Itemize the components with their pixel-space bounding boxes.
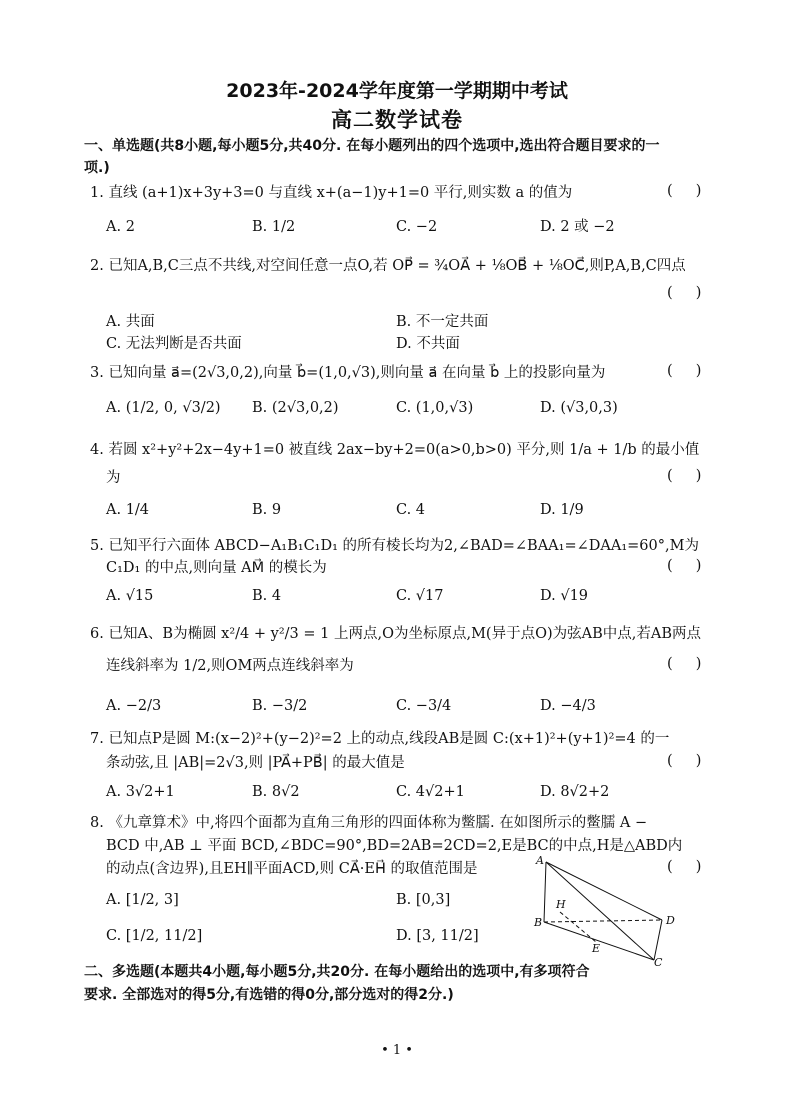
q1-option-b: B. 1/2 <box>252 219 296 235</box>
q6-option-a: A. −2/3 <box>106 698 162 714</box>
q8-option-b: B. [0,3] <box>396 892 451 908</box>
section-2-heading-line2: 要求. 全部选对的得5分,有选错的得0分,部分选对的得2分.) <box>84 987 454 1003</box>
q6-option-c: C. −3/4 <box>396 698 452 714</box>
q2-option-a: A. 共面 <box>106 314 155 330</box>
q4-option-a: A. 1/4 <box>106 502 150 518</box>
q5-option-d: D. √19 <box>540 588 589 604</box>
question-3-stem: 3. 已知向量 a⃗=(2√3,0,2),向量 b⃗=(1,0,√3),则向量 a⃗ 在向量 b⃗ 上的投影向量为 <box>90 365 606 381</box>
q1-option-d: D. 2 或 −2 <box>540 219 615 235</box>
answer-bracket-1: ( ) <box>667 183 702 199</box>
q3-option-c: C. (1,0,√3) <box>396 400 474 416</box>
section-2-heading-line1: 二、多选题(本题共4小题,每小题5分,共20分. 在每小题给出的选项中,有多项符合 <box>84 964 590 980</box>
answer-bracket-7: ( ) <box>667 753 702 769</box>
question-1-stem: 1. 直线 (a+1)x+3y+3=0 与直线 x+(a−1)y+1=0 平行,则实数 a 的值为 <box>90 185 573 201</box>
answer-bracket-5: ( ) <box>667 558 702 574</box>
question-2-stem: 2. 已知A,B,C三点不共线,对空间任意一点O,若 OP⃗ = ¾OA⃗ + ⅛OB⃗ + ⅛OC⃗,则P,A,B,C四点 <box>90 258 686 274</box>
question-8-stem-cont2: 的动点(含边界),且EH∥平面ACD,则 CA⃗·EH⃗ 的取值范围是 <box>106 861 478 877</box>
q7-option-b: B. 8√2 <box>252 784 300 800</box>
q4-option-c: C. 4 <box>396 502 426 518</box>
exam-subtitle: 高二数学试卷 <box>331 108 463 132</box>
q3-option-a: A. (1/2, 0, √3/2) <box>106 400 221 416</box>
q5-option-b: B. 4 <box>252 588 282 604</box>
q7-option-a: A. 3√2+1 <box>106 784 175 800</box>
answer-bracket-2: ( ) <box>667 285 702 301</box>
q8-option-a: A. [1/2, 3] <box>106 892 179 908</box>
q2-option-c: C. 无法判断是否共面 <box>106 336 242 352</box>
question-7-stem-cont: 条动弦,且 |AB|=2√3,则 |PA⃗+PB⃗| 的最大值是 <box>106 755 405 771</box>
q6-option-b: B. −3/2 <box>252 698 308 714</box>
figure-label-h: H <box>556 898 566 911</box>
section-1-heading-line2: 项.) <box>84 160 110 176</box>
q3-option-b: B. (2√3,0,2) <box>252 400 339 416</box>
question-5-stem: 5. 已知平行六面体 ABCD−A₁B₁C₁D₁ 的所有棱长均为2,∠BAD=∠BAA₁=∠DAA₁=60°,M为 <box>90 538 699 554</box>
exam-title: 2023年-2024学年度第一学期期中考试 <box>226 80 568 102</box>
q8-option-d: D. [3, 11/2] <box>396 928 479 944</box>
answer-bracket-6: ( ) <box>667 656 702 672</box>
q1-option-a: A. 2 <box>106 219 135 235</box>
question-5-stem-cont: C₁D₁ 的中点,则向量 AM⃗ 的模长为 <box>106 560 327 576</box>
q5-option-c: C. √17 <box>396 588 444 604</box>
tetrahedron-figure <box>532 852 712 967</box>
q5-option-a: A. √15 <box>106 588 154 604</box>
question-6-stem: 6. 已知A、B为椭圆 x²/4 + y²/3 = 1 上两点,O为坐标原点,M(异于点O)为弦AB中点,若AB两点 <box>90 626 701 642</box>
q7-option-c: C. 4√2+1 <box>396 784 465 800</box>
figure-label-c: C <box>654 956 663 967</box>
figure-label-e: E <box>592 942 601 955</box>
q4-option-b: B. 9 <box>252 502 282 518</box>
figure-label-b: B <box>534 916 543 929</box>
q1-option-c: C. −2 <box>396 219 438 235</box>
answer-bracket-3: ( ) <box>667 363 702 379</box>
question-8-stem: 8. 《九章算术》中,将四个面都为直角三角形的四面体称为鳖臑. 在如图所示的鳖臑 A − <box>90 815 648 831</box>
question-8-stem-cont: BCD 中,AB ⊥ 平面 BCD,∠BDC=90°,BD=2AB=2CD=2,E是BC的中点,H是△ABD内 <box>106 838 683 854</box>
question-4-stem-cont: 为 <box>106 470 121 486</box>
q2-option-d: D. 不共面 <box>396 336 460 352</box>
question-7-stem: 7. 已知点P是圆 M:(x−2)²+(y−2)²=2 上的动点,线段AB是圆 C:(x+1)²+(y+1)²=4 的一 <box>90 731 670 747</box>
q4-option-d: D. 1/9 <box>540 502 584 518</box>
q7-option-d: D. 8√2+2 <box>540 784 610 800</box>
q3-option-d: D. (√3,0,3) <box>540 400 618 416</box>
answer-bracket-8: ( ) <box>667 859 702 875</box>
figure-label-d: D <box>666 914 675 927</box>
q6-option-d: D. −4/3 <box>540 698 596 714</box>
page-number: • 1 • <box>381 1043 413 1058</box>
q2-option-b: B. 不一定共面 <box>396 314 489 330</box>
answer-bracket-4: ( ) <box>667 468 702 484</box>
question-4-stem: 4. 若圆 x²+y²+2x−4y+1=0 被直线 2ax−by+2=0(a>0,b>0) 平分,则 1/a + 1/b 的最小值 <box>90 442 700 458</box>
q8-option-c: C. [1/2, 11/2] <box>106 928 203 944</box>
figure-label-a: A <box>536 854 544 867</box>
section-1-heading-line1: 一、单选题(共8小题,每小题5分,共40分. 在每小题列出的四个选项中,选出符合题目要求的一 <box>84 138 660 154</box>
question-6-stem-cont: 连线斜率为 1/2,则OM两点连线斜率为 <box>106 658 354 674</box>
